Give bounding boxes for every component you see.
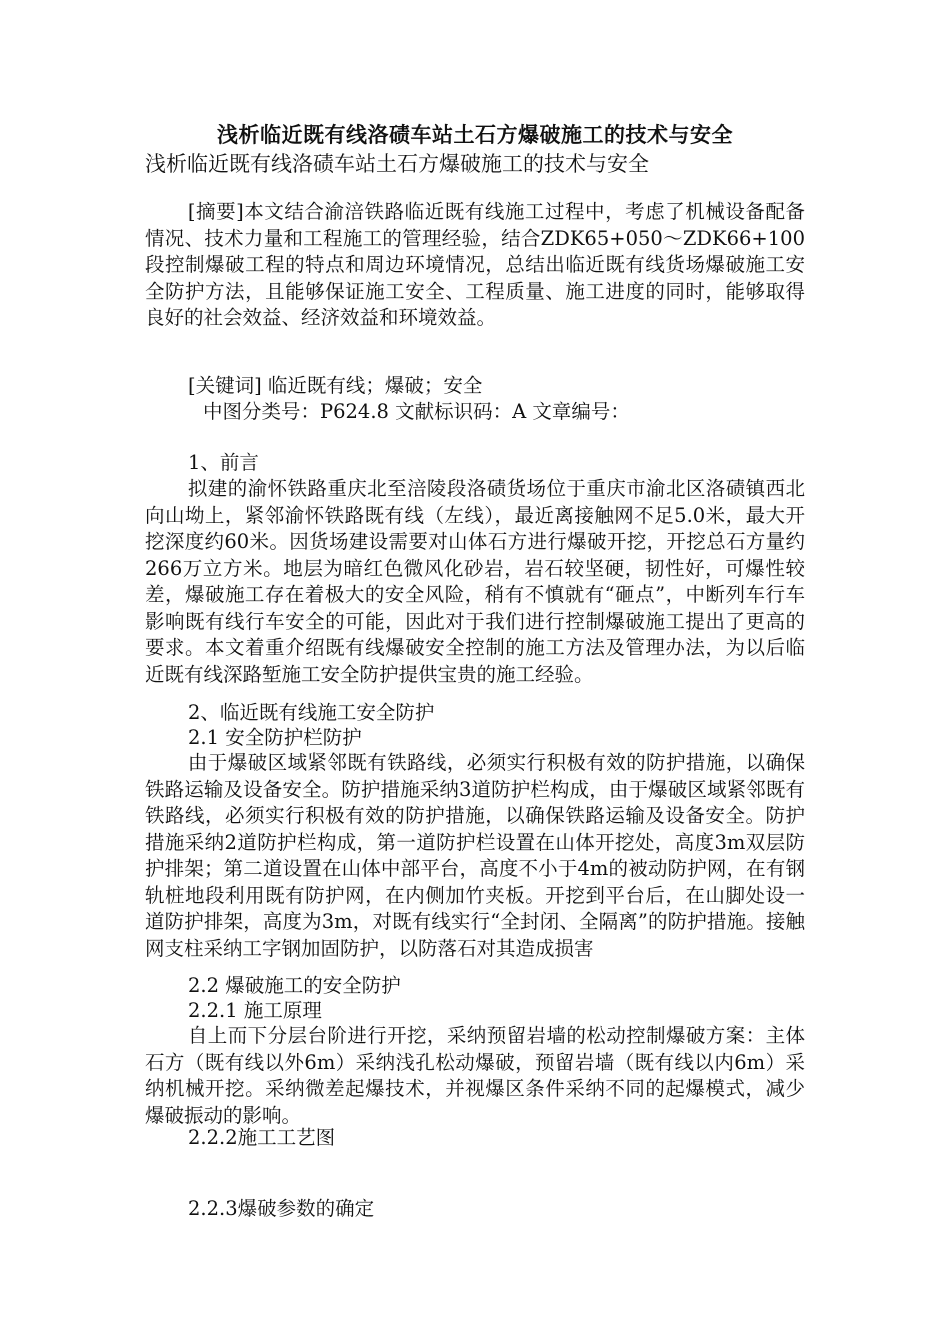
document-title: 浅析临近既有线洛碛车站土石方爆破施工的技术与安全	[217, 122, 733, 147]
section-2-2-heading: 2.2 爆破施工的安全防护	[188, 974, 401, 997]
section-1-heading: 1、前言	[188, 451, 259, 474]
section-2-2-3-heading: 2.2.3爆破参数的确定	[188, 1197, 375, 1220]
section-2-2-2-heading: 2.2.2施工工艺图	[188, 1126, 336, 1149]
classification-line: 中图分类号：P624.8 文献标识码：A 文章编号：	[203, 400, 630, 423]
section-2-1-heading: 2.1 安全防护栏防护	[188, 726, 362, 749]
document-subtitle: 浅析临近既有线洛碛车站土石方爆破施工的技术与安全	[145, 152, 649, 176]
section-1-body: 拟建的渝怀铁路重庆北至涪陵段洛碛货场位于重庆市渝北区洛碛镇西北向山坳上，紧邻渝怀铁路既有线（左线），最近离接触网不足5.0米，最大开挖深度约60米。因货场建设需要对山体石方进行爆破开挖，开挖总石方量约266万立方米。地层为暗红色微风化砂岩，岩石较坚硬，韧性好，可爆性较差，爆破施工存在着极大的安全风险，稍有不慎就有“砸点”，中断列车行车影响既有线行车安全的可能，因此对于我们进行控制爆破施工提出了更高的要求。本文着重介绍既有线爆破安全控制的施工方法及管理办法，为以后临近既有线深路堑施工安全防护提供宝贵的施工经验。	[145, 477, 805, 686]
keywords-line: [关键词] 临近既有线；爆破；安全	[188, 374, 483, 397]
section-2-2-1-heading: 2.2.1 施工原理	[188, 999, 322, 1022]
section-2-1-body: 由于爆破区域紧邻既有铁路线，必须实行积极有效的防护措施，以确保铁路运输及设备安全。防护措施采纳3道防护栏构成，由于爆破区域紧邻既有铁路线，必须实行积极有效的防护措施，以确保铁路运输及设备安全。防护措施采纳2道防护栏构成，第一道防护栏设置在山体开挖处，高度3m双层防护排架；第二道设置在山体中部平台，高度不小于4m的被动防护网，在有钢轨桩地段利用既有防护网，在内侧加竹夹板。开挖到平台后，在山脚处设一道防护排架，高度为3m，对既有线实行“全封闭、全隔离”的防护措施。接触网支柱采纳工字钢加固防护，以防落石对其造成损害	[145, 751, 805, 960]
section-2-2-1-body: 自上而下分层台阶进行开挖，采纳预留岩墙的松动控制爆破方案：主体石方（既有线以外6m）采纳浅孔松动爆破，预留岩墙（既有线以内6m）采纳机械开挖。采纳微差起爆技术，并视爆区条件采纳不同的起爆模式，减少爆破振动的影响。	[145, 1024, 805, 1127]
section-2-heading: 2、临近既有线施工安全防护	[188, 701, 435, 724]
abstract-paragraph: [摘要]本文结合渝涪铁路临近既有线施工过程中，考虑了机械设备配备情况、技术力量和工程施工的管理经验，结合ZDK65+050～ZDK66+100段控制爆破工程的特点和周边环境情况，总结出临近既有线货场爆破施工安全防护方法，且能够保证施工安全、工程质量、施工进度的同时，能够取得良好的社会效益、经济效益和环境效益。	[145, 200, 805, 329]
